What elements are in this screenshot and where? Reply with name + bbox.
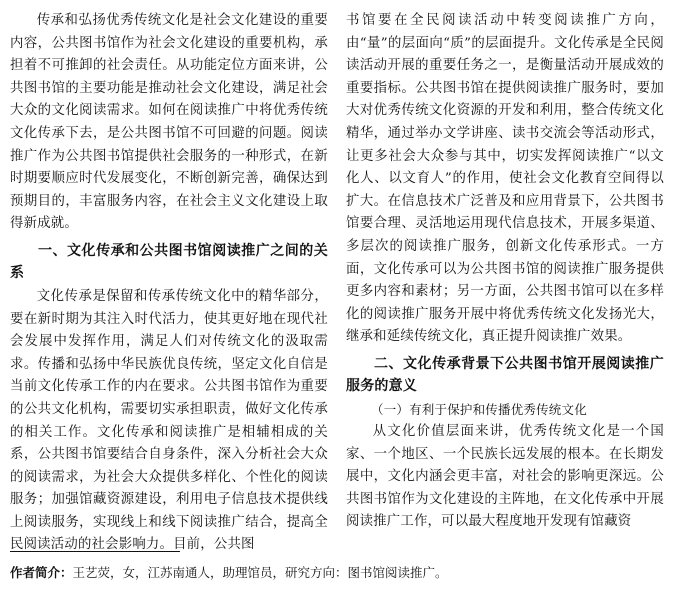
footnote-text: 王艺荧，女，江苏南通人，助理馆员，研究方向：图书馆阅读推广。 — [72, 565, 448, 580]
author-footnote — [10, 563, 666, 583]
footnote-label: 作者简介： — [10, 565, 73, 580]
section-2-heading: 二、文化传承背景下公共图书馆开展阅读推广服务的意义 — [346, 355, 664, 394]
section-1-heading: 一、文化传承和公共图书馆阅读推广之间的关系 — [10, 242, 328, 281]
subsection-1-heading: （一）有利于保护和传播优秀传统文化 — [371, 401, 587, 417]
section-1-paragraph-continued: 书馆要在全民阅读活动中转变阅读推广方向，由“量”的层面向“质”的层面提升。文化传承是全民阅读活动开展的重要任务之一，是衡量活动开展成效的重要指标。公共图书馆在提供阅读推广服务时，要加大对优秀传统文化资源的开发和利用，整合传统文化精华，通过举办文学讲座、读书交流会等活动形式，让更多社会大众参与其中，切实发挥阅读推广“以文化人、以文育人”的作用，使社会文化教育空间得以扩大。在信息技术广泛普及和应用背景下，公共图书馆要合理、灵活地运用现代信息技术，开展多渠道、多层次的阅读推广服务，创新文化传承形式。一方面，文化传承可以为公共图书馆的阅读推广服务提供更多内容和素材；另一方面，公共图书馆可以在多样化的阅读推广服务开展中将优秀传统文化发扬光大，继承和延续传统文化，真正提升阅读推广效果。 — [346, 13, 664, 345]
footnote-divider — [10, 551, 180, 552]
left-column — [10, 10, 328, 557]
intro-paragraph: 传承和弘扬优秀传统文化是社会文化建设的重要内容，公共图书馆作为社会文化建设的重要机构，承担着不可推卸的社会责任。从功能定位方面来讲，公共图书馆的主要功能是推动社会文化建设，满足社会大众的文化阅读需求。如何在阅读推广中将优秀传统文化传承下去，是公共图书馆不可回避的问题。阅读推广作为公共图书馆提供社会服务的一种形式，在新时期要顺应时代发展变化，不断创新完善，确保达到预期目的，丰富服务内容，在社会主义文化建设上取得新成就。 — [10, 13, 328, 232]
subsection-1-paragraph: 从文化价值层面来讲，优秀传统文化是一个国家、一个地区、一个民族长远发展的根本。在长期发展中，文化内涵会更丰富，对社会的影响更深远。公共图书馆作为文化建设的主阵地，在文化传承中开展阅读推广工作，可以最大程度地开发现有馆藏资 — [346, 423, 664, 530]
section-1-paragraph: 文化传承是保留和传承传统文化中的精华部分，要在新时期为其注入时代活力，使其更好地在现代社会发展中发挥作用，满足人们对传统文化的汲取需求。传播和弘扬中华民族优良传统，坚定文化自信是当前文化传承工作的内在要求。公共图书馆作为重要的公共文化机构，需要切实承担职责，做好文化传承的相关工作。文化传承和阅读推广是相辅相成的关系，公共图书馆要结合自身条件，深入分析社会大众的阅读需求，为社会大众提供多样化、个性化的阅读服务；加强馆藏资源建设，利用电子信息技术提供线上阅读服务，实现线上和线下阅读推广结合，提高全民阅读活动的社会影响力。目前，公共图 — [10, 288, 328, 553]
right-column — [346, 10, 664, 534]
